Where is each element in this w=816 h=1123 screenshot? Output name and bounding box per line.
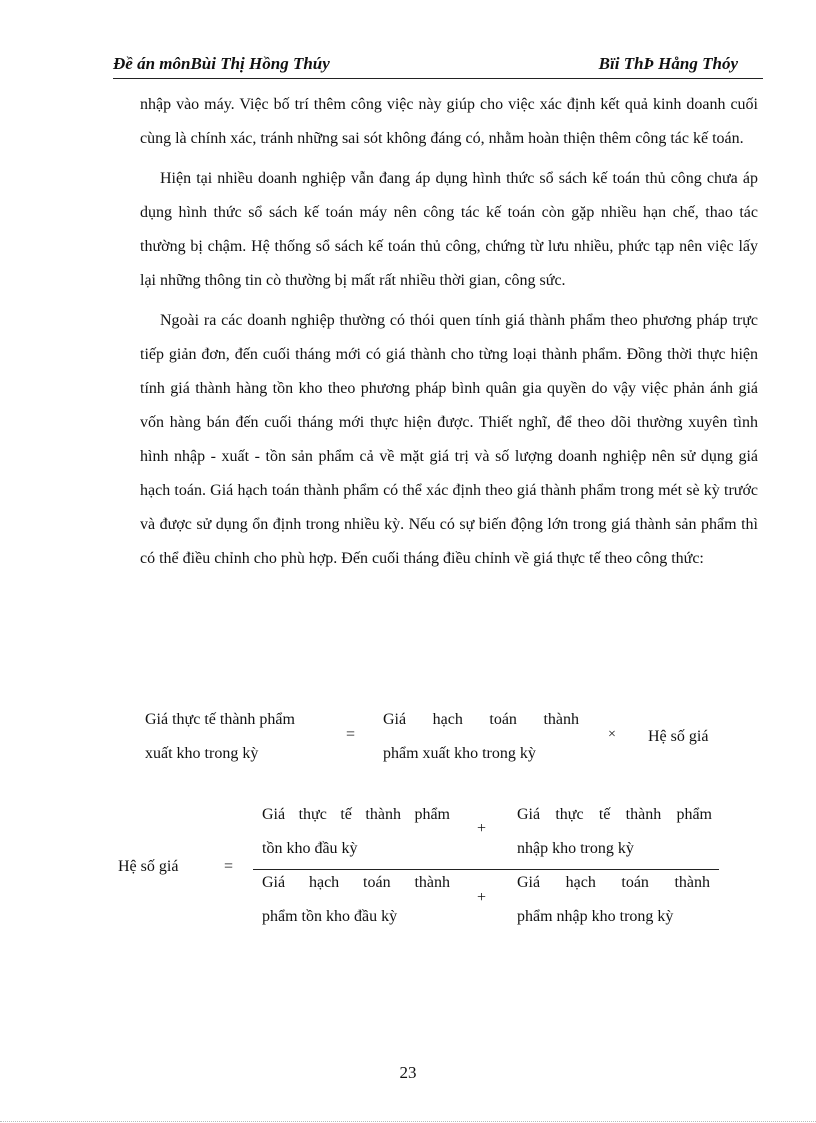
formula2-den-right-line2: phẩm nhập kho trong kỳ: [517, 908, 674, 925]
page-number: 23: [399, 1063, 417, 1082]
formula1-rhs: Hệ số giá: [648, 728, 709, 745]
formula2-numerator-right: [517, 798, 712, 866]
formula2-lhs: Hệ số giá: [118, 858, 179, 875]
document-body: [140, 88, 758, 582]
page-bottom-divider: [0, 1121, 816, 1122]
formula2-numerator-plus: +: [477, 820, 487, 837]
formula2-num-right-line1: Giá thực tế thành phẩm: [517, 806, 712, 823]
formula2-numerator-left: [262, 798, 450, 866]
formula2-den-right-line1: Giá hạch toán thành: [517, 874, 710, 891]
formula1-times: ×: [608, 727, 616, 742]
formula2-equals: =: [224, 858, 234, 875]
formula2-denominator-plus: +: [477, 889, 487, 906]
page-header: [113, 52, 763, 79]
formula2-denominator-right: [517, 866, 710, 934]
formula2-num-left-line2: tồn kho đầu kỳ: [262, 840, 358, 857]
formula1-lhs-line1: Giá thực tế thành phẩm: [145, 711, 295, 728]
formula2-den-left-line2: phẩm tồn kho đầu kỳ: [262, 908, 398, 925]
paragraph-1: nhập vào máy. Việc bố trí thêm công việc này giúp cho việc xác định kết quả kinh doanh cuối cùng là chính xác, tránh những sai sót không đáng có, nhằm hoàn thiện thêm công tác kế toán.: [140, 96, 758, 147]
formula2-num-left-line1: Giá thực tế thành phẩm: [262, 806, 450, 823]
formula1-middle: [383, 703, 579, 771]
header-right-author: Bïi ThÞ Hång Thóy: [598, 54, 738, 73]
paragraph-2: Hiện tại nhiều doanh nghiệp vẫn đang áp dụng hình thức sổ sách kế toán thủ công chưa áp dụng hình thức sổ sách kế toán máy nên công tác kế toán còn gặp nhiều hạn chế, thao tác thường bị chậm. Hệ thống sổ sách kế toán thủ công, chứng từ lưu nhiều, phức tạp nên việc lấy lại những thông tin cò thường bị mất rất nhiều thời gian, công sức.: [140, 170, 758, 289]
formula2-num-right-line2: nhập kho trong kỳ: [517, 840, 634, 857]
paragraph-3: Ngoài ra các doanh nghiệp thường có thói quen tính giá thành phẩm theo phương pháp trực tiếp giản đơn, đến cuối tháng mới có giá thành cho từng loại thành phẩm. Đồng thời thực hiện tính giá thành hàng tồn kho theo phương pháp bình quân gia quyền do vậy việc phản ánh giá vốn hàng bán đến cuối tháng mới thực hiện được. Thiết nghĩ, để theo dõi thường xuyên tình hình nhập - xuất - tồn sản phẩm cả về mặt giá trị và số lượng doanh nghiệp nên sử dụng giá hạch toán. Giá hạch toán thành phẩm có thể xác định theo giá thành phẩm trong mét sè kỳ trước và được sử dụng ổn định trong nhiều kỳ. Nếu có sự biến động lớn trong giá thành sản phẩm thì có thể điều chỉnh cho phù hợp. Đến cuối tháng điều chỉnh về giá thực tế theo công thức:: [140, 312, 758, 567]
formula2-denominator-left: [262, 866, 450, 934]
header-left-title: Đề án mônBùi Thị Hồng Thúy: [113, 54, 330, 73]
formula1-lhs-line2: xuất kho trong kỳ: [145, 745, 259, 762]
formula1-mid-line1: Giá hạch toán thành: [383, 711, 579, 728]
formula1-lhs: [145, 703, 335, 771]
formula2-den-left-line1: Giá hạch toán thành: [262, 874, 450, 891]
formula1-mid-line2: phẩm xuất kho trong kỳ: [383, 745, 536, 762]
formula1-equals: =: [346, 726, 356, 743]
